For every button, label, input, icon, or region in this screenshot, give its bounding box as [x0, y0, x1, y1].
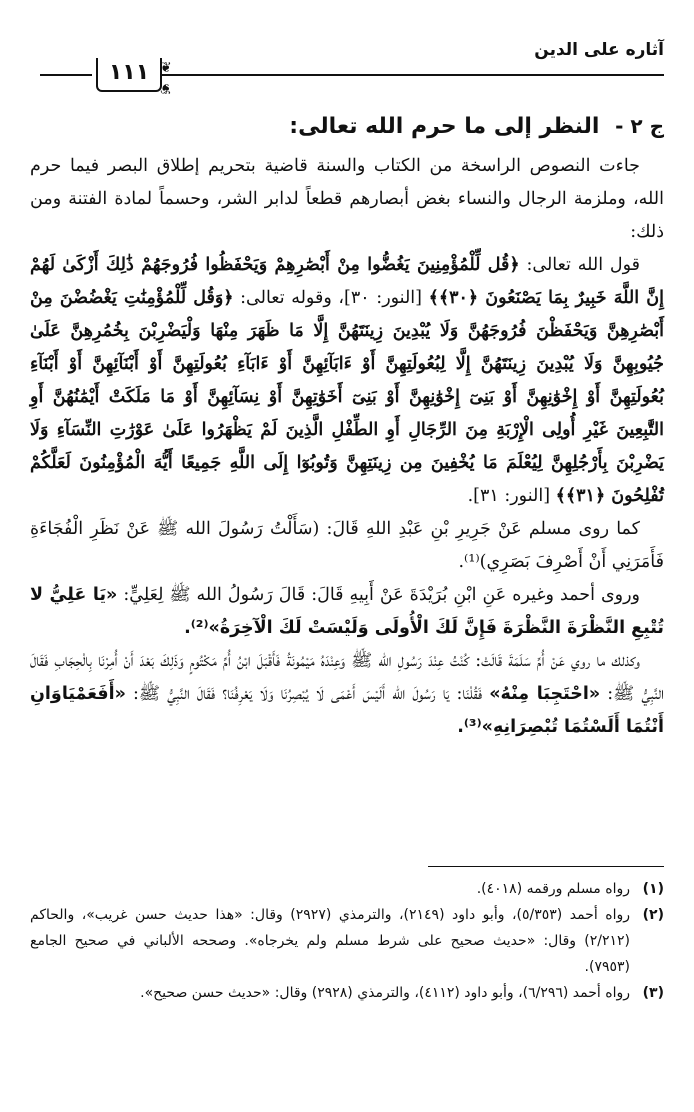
footnote-number: (٣) [642, 985, 664, 1001]
footnote-text: رواه مسلم ورقمه (٤٠١٨). [476, 881, 630, 897]
footnote-item [30, 980, 664, 1006]
main-text [30, 150, 664, 744]
quran-verse-30: ﴿قُل لِّلْمُؤْمِنِينَ يَغُضُّوا مِنْ أَبْصَٰرِهِمْ وَيَحْفَظُوا فُرُوجَهُمْ ذَٰلِكَ أَزْكَىٰ لَهُمْ إِنَّ اللَّهَ خَبِيرٌ بِمَا يَصْنَعُونَ ﴿٣٠﴾﴾ [30, 255, 664, 308]
header-rule-left [40, 74, 92, 76]
footnote-divider [428, 866, 664, 867]
footnote-item [30, 902, 664, 980]
floral-ornament-icon: ❦ [160, 80, 172, 96]
quran-verse-31: ﴿وَقُل لِّلْمُؤْمِنَٰتِ يَغْضُضْنَ مِنْ أَبْصَٰرِهِنَّ وَيَحْفَظْنَ فُرُوجَهُنَّ وَلَا يُبْدِينَ زِينَتَهُنَّ إِلَّا مَا ظَهَرَ مِنْهَا وَلْيَضْرِبْنَ بِخُمُرِهِنَّ عَلَىٰ جُيُوبِهِنَّ وَلَا يُبْدِينَ زِينَتَهُنَّ إِلَّا لِبُعُولَتِهِنَّ أَوْ ءَابَآئِهِنَّ أَوْ ءَابَآءِ بُعُولَتِهِنَّ أَوْ أَبْنَآئِهِنَّ أَوْ أَبْنَآءِ بُعُولَتِهِنَّ أَوْ إِخْوَٰنِهِنَّ أَوْ بَنِىٓ إِخْوَٰنِهِنَّ أَوْ بَنِىٓ أَخَوَٰتِهِنَّ أَوْ نِسَآئِهِنَّ أَوْ مَا مَلَكَتْ أَيْمَٰنُهُنَّ أَوِ التَّٰبِعِينَ غَيْرِ أُولِى الْإِرْبَةِ مِنَ الرِّجَالِ أَوِ الطِّفْلِ الَّذِينَ لَمْ يَظْهَرُوا عَلَىٰ عَوْرَٰتِ النِّسَآءِ وَلَا يَضْرِبْنَ بِأَرْجُلِهِنَّ لِيُعْلَمَ مَا يُخْفِينَ مِن زِينَتِهِنَّ وَتُوبُوٓا إِلَى اللَّهِ جَمِيعًا أَيُّهَ الْمُؤْمِنُونَ لَعَلَّكُمْ تُفْلِحُونَ ﴿٣١﴾﴾ [30, 288, 664, 506]
hadith-jarir: كما روى مسلم عَنْ جَرِيرِ بْنِ عَبْدِ اللهِ قَالَ: (سَأَلْتُ رَسُولَ الله ﷺ عَنْ نَظَرِ الْفُجَاءَةِ فَأَمَرَنِي أَنْ أَصْرِفَ بَصَرِي)⁽¹⁾. [30, 519, 664, 572]
header-rule [160, 74, 664, 76]
hadith-umm-salama-mid: فَقُلْنَا: يَا رَسُولَ الله أَلَيْسَ أَعْمَى لَا يُبْصِرُنَا وَلَا يَعْرِفُنَا؟ فَقَالَ النَّبِيُّ ﷺ: [133, 684, 483, 704]
footnote-number: (٢) [642, 907, 664, 923]
hadith-umm-salama-quote-2: «أَفَعَمْيَاوَانِ أَنْتُمَا أَلَسْتُمَا تُبْصِرَانِهِ»⁽³⁾. [30, 684, 664, 737]
hadith-buraida-quote: «يَا عَلِيُّ لا تُتْبِعِ النَّظْرَةَ النَّظْرَةَ فَإِنَّ لَكَ الْأُولَى وَلَيْسَتْ لَكَ الْآخِرَةُ»⁽²⁾. [30, 585, 664, 638]
footnotes [30, 876, 664, 1006]
section-heading [30, 108, 664, 145]
footnote-text: رواه أحمد (٦/٢٩٦)، وأبو داود (٤١١٢)، والترمذي (٢٩٢٨) وقال: «حديث حسن صحيح». [140, 985, 630, 1001]
hadith-buraida-lead: وروى أحمد وغيره عَنِ ابْنِ بُرَيْدَةَ عَنْ أَبِيهِ قَالَ: قَالَ رَسُولُ الله ﷺ لِعَلِيٍّ: [123, 585, 640, 605]
hadith-umm-salama-quote-1: «احْتَجِبَا مِنْهُ» [489, 684, 601, 704]
verse-31-reference: [النور: ٣١]. [467, 486, 551, 506]
hadith-umm-salama [30, 645, 664, 744]
page-number: ١١١ [96, 58, 162, 92]
footnote-number: (١) [642, 881, 664, 897]
verse-30-reference: [النور: ٣٠]، وقوله تعالى: [240, 288, 422, 308]
footnote-item [30, 876, 664, 902]
section-marker: ج ٢ - [615, 114, 664, 138]
verse-lead: قول الله تعالى: [526, 255, 640, 275]
footnote-text: رواه أحمد (٥/٣٥٣)، وأبو داود (٢١٤٩)، والترمذي (٢٩٢٧) وقال: «هذا حديث حسن غريب»، والحاكم (٢/٢١٢) وقال: «حديث صحيح على شرط مسلم ولم يخرجاه». وصححه الألباني في صحيح الجامع (٧٩٥٣). [30, 907, 630, 975]
floral-ornament-icon: ❦ [160, 60, 172, 76]
intro-paragraph: جاءت النصوص الراسخة من الكتاب والسنة قاضية بتحريم إطلاق البصر فيما حرم الله، وملزمة الرجال والنساء بغض أبصارهم قطعاً لدابر الشر، وحسماً لمادة الفتنة ومن ذلك: [30, 156, 664, 242]
section-title: النظر إلى ما حرم الله تعالى: [289, 114, 600, 139]
verse-paragraph [30, 249, 664, 513]
hadith-umm-salama-lead: وكذلك ما روي عَنْ أُمِّ سَلَمَةَ قَالَتْ: كُنْتُ عِنْدَ رَسُولِ الله ﷺ وَعِنْدَهُ مَيْمُونَةُ فَأَقْبَلَ ابْنُ أُمِّ مَكْتُومٍ وَذَلِكَ بَعْدَ أَنْ أُمِرْنَا بِالْحِجَابِ فَقَالَ النَّبِيُّ ﷺ: [30, 651, 664, 704]
hadith-buraida [30, 579, 664, 645]
running-title: آثاره على الدين [534, 40, 664, 60]
